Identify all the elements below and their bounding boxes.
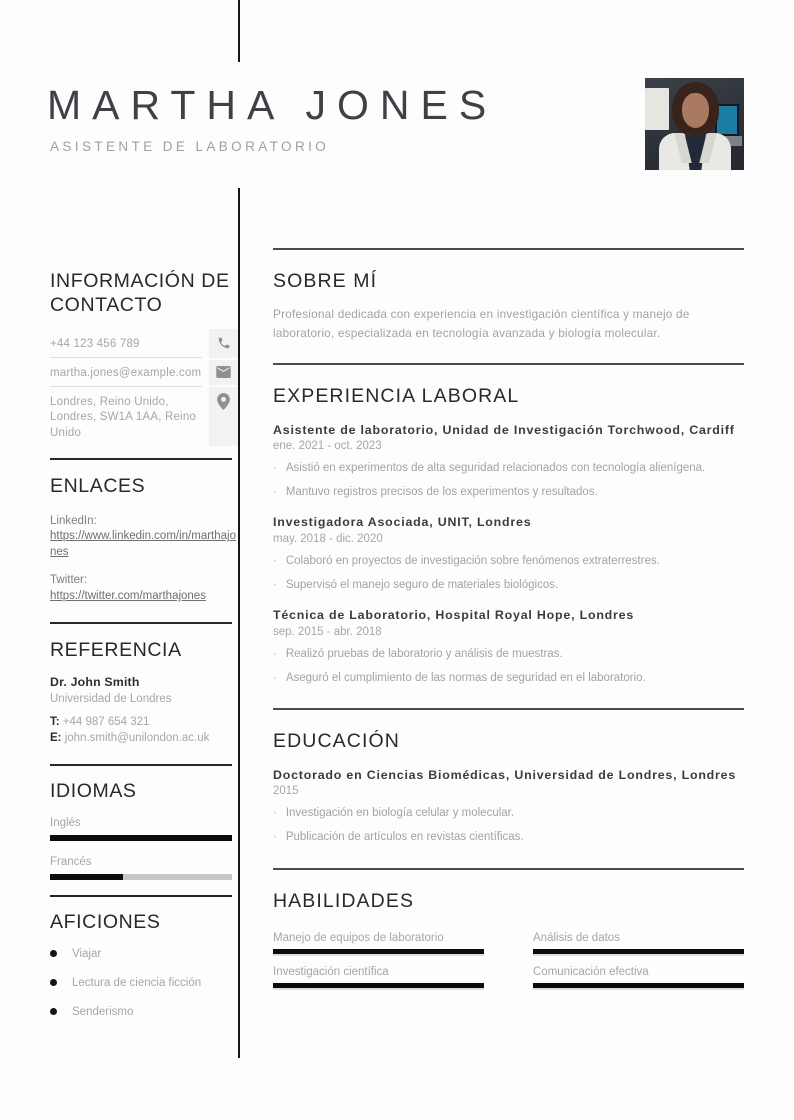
sidebar-divider [50, 895, 232, 897]
skill-level-bar [273, 983, 484, 988]
skill-name: Manejo de equipos de laboratorio [273, 931, 444, 944]
education-entry [273, 768, 744, 846]
reference-organization: Universidad de Londres [50, 692, 172, 705]
languages-block [50, 817, 238, 880]
bullet-icon: · [273, 831, 277, 844]
language-name: Inglés [50, 817, 81, 830]
job-dates: sep. 2015 - abr. 2018 [273, 625, 382, 638]
job-dates: ene. 2021 - oct. 2023 [273, 440, 382, 453]
page-title: MARTHA JONES [47, 82, 498, 128]
skill-item [273, 932, 484, 954]
skill-name: Comunicación efectiva [533, 965, 649, 978]
job-title: Investigadora Asociada, UNIT, Londres [273, 515, 532, 530]
links-block [50, 514, 238, 605]
skill-level-track [273, 983, 484, 988]
reference-phone-label: T: [50, 716, 60, 729]
photo-cabinet-shape [645, 88, 669, 130]
reference-phone-line [50, 715, 238, 731]
hobby-label: Senderismo [72, 1005, 134, 1018]
skill-level-bar [533, 949, 744, 954]
bullet-icon: · [273, 671, 277, 684]
skill-level-track [533, 983, 744, 988]
skill-level-track [273, 949, 484, 954]
hobby-item [50, 977, 238, 989]
job-title: Asistente de laboratorio, Unidad de Investigación Torchwood, Cardiff [273, 422, 735, 437]
link-item-twitter [50, 573, 238, 604]
language-level-track [50, 835, 232, 841]
job-dates: may. 2018 - dic. 2020 [273, 532, 383, 545]
link-item-linkedin [50, 514, 238, 561]
phone-icon [209, 329, 238, 358]
skill-level-bar [533, 983, 744, 988]
section-divider [273, 868, 744, 870]
degree-title: Doctorado en Ciencias Biomédicas, Universidad de Londres, Londres [273, 767, 737, 782]
job-bullet: · Colaboró en proyectos de investigación sobre fenómenos extraterrestres. [273, 553, 744, 569]
education-bullet-list [273, 805, 744, 845]
language-name: Francés [50, 856, 92, 869]
reference-email-label: E: [50, 731, 62, 744]
language-level-track [50, 874, 232, 880]
photo-face-shape [682, 93, 709, 128]
experience-entry [273, 423, 744, 501]
contact-icon-column [209, 329, 238, 448]
skill-name: Investigación científica [273, 965, 389, 978]
mail-icon [209, 360, 238, 385]
linkedin-link[interactable]: https://www.linkedin.com/in/marthajones [50, 530, 236, 558]
contact-phone: +44 123 456 789 [50, 329, 202, 358]
bullet-icon: · [273, 462, 277, 475]
degree-dates: 2015 [273, 785, 299, 798]
hobbies-heading: AFICIONES [50, 911, 161, 934]
section-divider [273, 708, 744, 710]
language-level-bar [50, 835, 232, 841]
skill-level-bar [273, 949, 484, 954]
hobby-item [50, 1006, 238, 1018]
job-bullet: · Mantuvo registros precisos de los experimentos y resultados. [273, 484, 744, 500]
links-heading: ENLACES [50, 475, 146, 498]
link-label: LinkedIn: [50, 514, 97, 527]
job-bullet-list [273, 460, 744, 500]
hobbies-block [50, 948, 238, 1018]
section-divider [273, 363, 744, 365]
bullet-icon: · [273, 647, 277, 660]
reference-email-line [50, 731, 238, 747]
bullet-icon: · [273, 579, 277, 592]
link-label: Twitter: [50, 574, 88, 587]
reference-name: Dr. John Smith [50, 675, 140, 690]
language-item [50, 817, 238, 841]
contact-address: Londres, Reino Unido, Londres, SW1A 1AA, Reino Unido [50, 395, 197, 440]
education-bullet: · Publicación de artículos en revistas científicas. [273, 829, 744, 845]
experience-heading: EXPERIENCIA LABORAL [273, 384, 520, 407]
about-text: Profesional dedicada con experiencia en investigación científica y manejo de laboratorio, especializada en tecnología avanzada y biología molecular. [273, 307, 690, 340]
profile-photo [645, 78, 744, 170]
bullet-icon [50, 979, 57, 986]
language-item [50, 856, 238, 880]
sidebar-divider [50, 622, 232, 624]
skills-grid [273, 932, 744, 988]
hobby-label: Viajar [72, 947, 102, 960]
contact-heading: INFORMACIÓN DE CONTACTO [50, 270, 230, 316]
skill-name: Análisis de datos [533, 931, 620, 944]
reference-email: john.smith@unilondon.ac.uk [64, 731, 210, 744]
hobby-label: Lectura de ciencia ficción [72, 976, 202, 989]
sidebar [50, 270, 238, 1035]
skill-item [273, 966, 484, 988]
contact-email: martha.jones@example.com [50, 358, 202, 387]
skill-level-track [533, 949, 744, 954]
reference-phone: +44 987 654 321 [62, 716, 150, 729]
twitter-link[interactable]: https://twitter.com/marthajones [50, 589, 206, 602]
job-bullet: · Supervisó el manejo seguro de materiales biológicos. [273, 577, 744, 593]
skill-item [533, 932, 744, 954]
education-heading: EDUCACIÓN [273, 729, 400, 752]
bullet-icon [50, 950, 57, 957]
bullet-icon: · [273, 554, 277, 567]
reference-heading: REFERENCIA [50, 638, 182, 661]
job-bullet-list [273, 553, 744, 593]
job-bullet: · Asistió en experimentos de alta seguridad relacionados con tecnología alienígena. [273, 460, 744, 476]
skill-item [533, 966, 744, 988]
header-divider-line [238, 0, 240, 62]
job-subtitle: ASISTENTE DE LABORATORIO [50, 139, 330, 154]
bullet-icon [50, 1008, 57, 1015]
about-heading: SOBRE MÍ [273, 270, 378, 292]
education-bullet: · Investigación en biología celular y molecular. [273, 805, 744, 821]
skills-heading: HABILIDADES [273, 889, 415, 912]
sidebar-divider [50, 458, 232, 460]
main-column [273, 248, 744, 988]
column-divider-line [238, 188, 240, 1058]
bullet-icon: · [273, 807, 277, 820]
job-title: Técnica de Laboratorio, Hospital Royal Hope, Londres [273, 608, 635, 623]
experience-entry [273, 608, 744, 686]
languages-heading: IDIOMAS [50, 780, 137, 803]
job-bullet-list [273, 646, 744, 686]
reference-block [50, 674, 238, 746]
job-bullet: · Realizó pruebas de laboratorio y análisis de muestras. [273, 646, 744, 662]
sidebar-divider [50, 764, 232, 766]
bullet-icon: · [273, 486, 277, 499]
job-bullet: · Aseguró el cumplimiento de las normas de seguridad en el laboratorio. [273, 670, 744, 686]
contact-block [50, 329, 238, 443]
language-level-bar [50, 874, 123, 880]
experience-entry [273, 515, 744, 593]
section-divider [273, 248, 744, 250]
location-icon [209, 387, 238, 446]
hobby-item [50, 948, 238, 960]
